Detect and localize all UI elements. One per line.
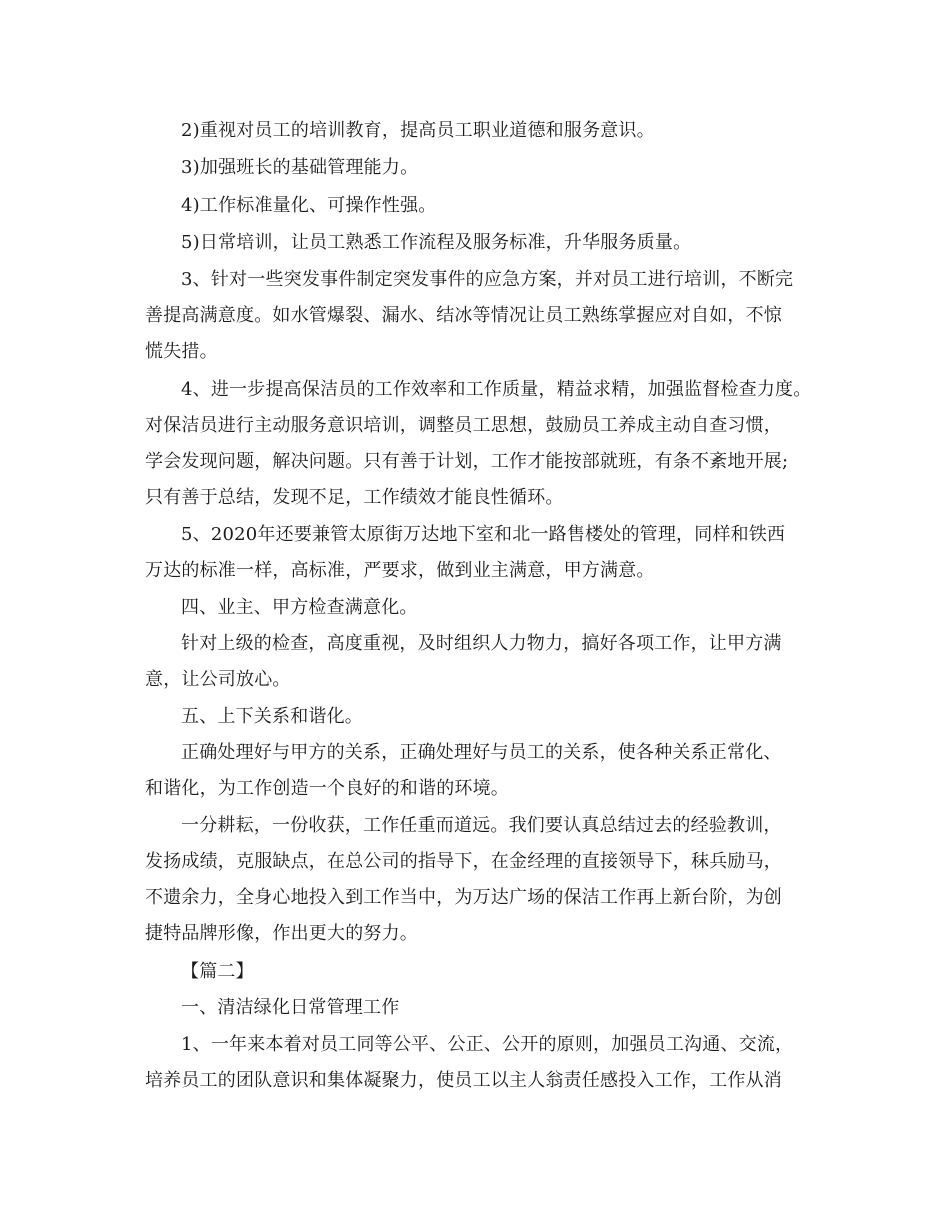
section-heading: 四、业主、甲方检查满意化。 <box>181 597 418 618</box>
text-line: 3、针对一些突发事件制定突发事件的应急方案，并对员工进行培训，不断完 <box>181 269 794 290</box>
text-line: 2)重视对员工的培训教育，提高员工职业道德和服务意识。 <box>181 120 655 141</box>
text-line: 3)加强班长的基础管理能力。 <box>181 157 419 178</box>
text-line: 一分耕耘，一份收获，工作任重而道远。我们要认真总结过去的经验教训， <box>181 815 782 836</box>
text-line: 正确处理好与甲方的关系，正确处理好与员工的关系，使各种关系正常化、 <box>181 742 782 763</box>
text-line: 意，让公司放心。 <box>145 669 291 690</box>
text-line: 4、进一步提高保洁员的工作效率和工作质量，精益求精，加强监督检查力度。 <box>181 379 812 400</box>
text-line: 万达的标准一样，高标准，严要求，做到业主满意，甲方满意。 <box>145 560 655 581</box>
text-line: 慌失措。 <box>145 341 218 362</box>
text-line: 发扬成绩，克服缺点，在总公司的指导下，在金经理的直接领导下，秣兵励马， <box>145 851 782 872</box>
text-line: 培养员工的团队意识和集体凝聚力，使员工以主人翁责任感投入工作，工作从消 <box>145 1070 782 1091</box>
text-line: 只有善于总结，发现不足，工作绩效才能良性循环。 <box>145 487 564 508</box>
section-heading: 五、上下关系和谐化。 <box>181 706 363 727</box>
text-line: 学会发现问题，解决问题。只有善于计划，工作才能按部就班，有条不紊地开展; <box>145 451 789 472</box>
text-line: 不遗余力，全身心地投入到工作当中，为万达广场的保洁工作再上新台阶，为创 <box>145 887 782 908</box>
text-line: 对保洁员进行主动服务意识培训，调整员工思想，鼓励员工养成主动自查习惯， <box>145 415 782 436</box>
text-line: 4)工作标准量化、可操作性强。 <box>181 195 437 216</box>
text-line: 和谐化，为工作创造一个良好的和谐的环境。 <box>145 778 509 799</box>
text-line: 针对上级的检查，高度重视，及时组织人力物力，搞好各项工作，让甲方满 <box>181 633 782 654</box>
text-line: 1、一年来本着对员工同等公平、公正、公开的原则，加强员工沟通、交流， <box>181 1034 794 1055</box>
section-heading: 一、清洁绿化日常管理工作 <box>181 997 400 1018</box>
text-line: 5、2020年还要兼管太原街万达地下室和北一路售楼处的管理，同样和铁西 <box>181 524 786 545</box>
text-line: 5)日常培训，让员工熟悉工作流程及服务标准，升华服务质量。 <box>181 232 692 253</box>
text-line: 捷特品牌形像，作出更大的努力。 <box>145 923 418 944</box>
text-line: 善提高满意度。如水管爆裂、漏水、结冰等情况让员工熟练掌握应对自如，不惊 <box>145 305 782 326</box>
part-heading: 【篇二】 <box>181 961 254 982</box>
